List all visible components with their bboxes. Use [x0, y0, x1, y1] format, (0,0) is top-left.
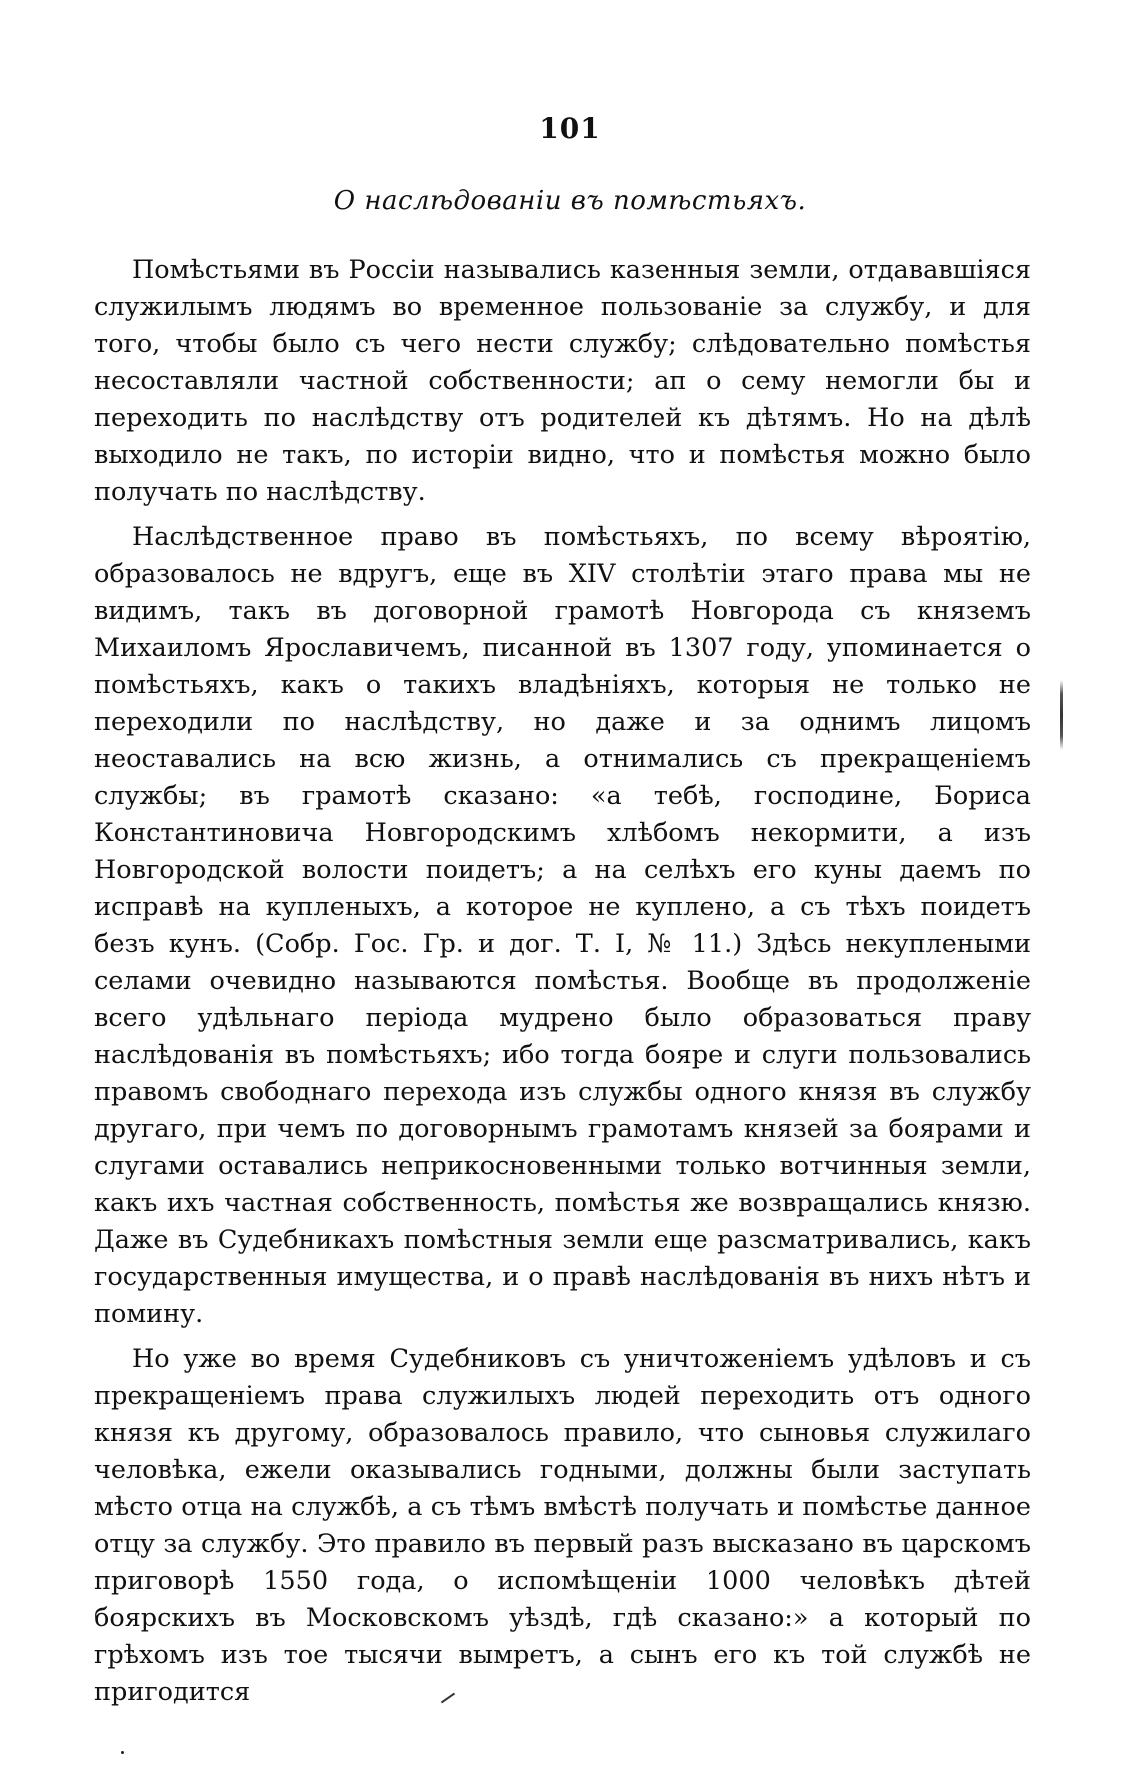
body-text [94, 252, 1031, 1711]
stray-ink-dot [121, 1751, 124, 1754]
paragraph-3: Но уже во время Судебниковъ съ уничтоженіемъ удѣловъ и съ прекращеніемъ права служилыхъ людей переходить отъ одного князя къ другому, образовалось правило, что сыновья служилаго человѣка, ежели оказывались годными, должны были заступать мѣсто отца на службѣ, а съ тѣмъ вмѣстѣ получать и помѣстье данное отцу за службу. Это правило въ первый разъ высказано въ царскомъ приговорѣ 1550 года, о испомѣщеніи 1000 человѣкъ дѣтей боярскихъ въ Московскомъ уѣздѣ, гдѣ сказано:» а который по грѣхомъ изъ тое тысячи вымретъ, а сынъ его къ той службѣ не пригодится [94, 1344, 1031, 1707]
paragraph-1: Помѣстьями въ Россіи назывались казенныя земли, отдававшіяся служилымъ людямъ во временное пользованіе за службу, и для того, чтобы было съ чего нести службу; слѣдовательно помѣстья несоставляли частной собственности; ап о сему немогли бы и переходить по наслѣдству отъ родителей къ дѣтямъ. Но на дѣлѣ выходило не такъ, по исторіи видно, что и помѣстья можно было получать по наслѣдству. [94, 255, 1031, 507]
page-number: 101 [539, 112, 601, 145]
section-title: О наслѣдованіи въ помѣстьяхъ. [333, 186, 807, 216]
paragraph-2: Наслѣдственное право въ помѣстьяхъ, по всему вѣроятію, образовалось не вдругъ, еще въ XIV столѣтіи этаго права мы не видимъ, такъ въ договорной грамотѣ Новгорода съ княземъ Михаиломъ Ярославичемъ, писанной въ 1307 году, упоминается о помѣстьяхъ, какъ о такихъ владѣніяхъ, которыя не только не переходили по наслѣдству, но даже и за однимъ лицомъ неоставались на всю жизнь, а отнимались съ прекращеніемъ службы; въ грамотѣ сказано: «а тебѣ, господине, Бориса Константиновича Новгородскимъ хлѣбомъ некормити, а изъ Новгородской волости поидетъ; а на селѣхъ его куны даемъ по исправѣ на купленыхъ, а которое не куплено, а съ тѣхъ поидетъ безъ кунъ. (Собр. Гос. Гр. и дог. Т. I, № 11.) Здѣсь некуплеными селами очевидно называются помѣстья. Вообще въ продолженіе всего удѣльнаго періода мудрено было образоваться праву наслѣдованія въ помѣстьяхъ; ибо тогда бояре и слуги пользовались правомъ свободнаго перехода изъ службы одного князя въ службу другаго, при чемъ по договорнымъ грамотамъ князей за боярами и слугами оставались неприкосновенными только вотчинныя земли, какъ ихъ частная собственность, помѣстья же возвращались князю. Даже въ Судебникахъ помѣстныя земли еще разсматривались, какъ государственныя имущества, и о правѣ наслѣдованія въ нихъ нѣтъ и помину. [94, 522, 1031, 1329]
margin-ink-mark [1060, 680, 1063, 750]
